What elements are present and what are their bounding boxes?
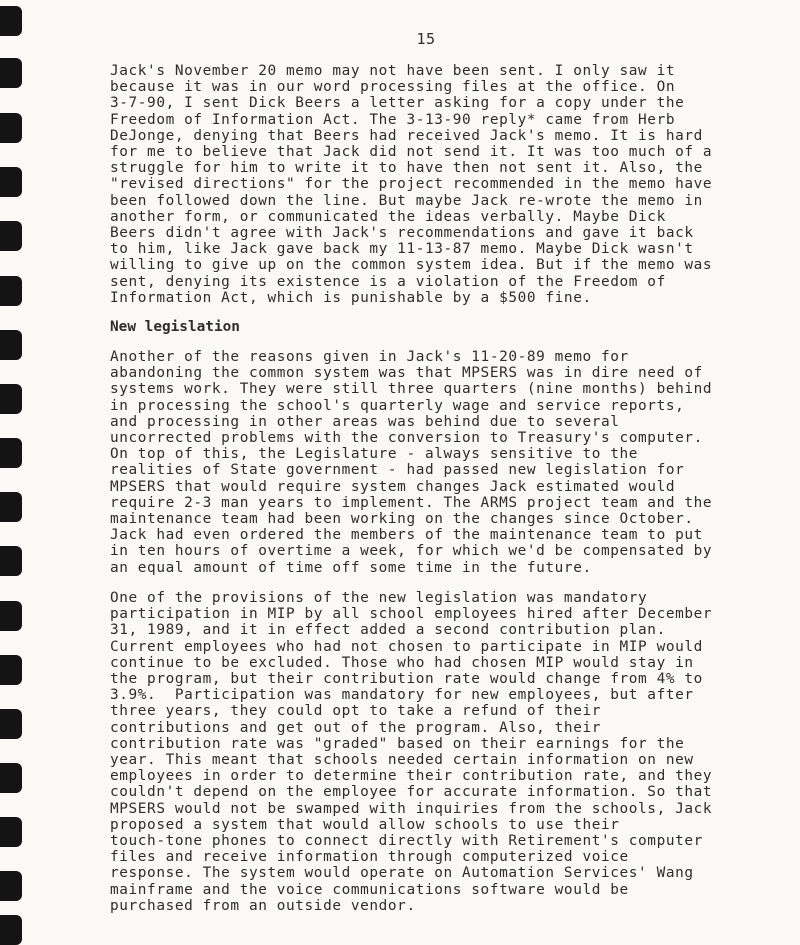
text-line: 3-7-90, I sent Dick Beers a letter asking for a copy under the — [110, 95, 685, 112]
text-line: sent, denying its existence is a violation of the Freedom of — [110, 273, 666, 290]
text-line: because it was in our word processing files at the office. On — [110, 79, 676, 96]
text-line: Current employees who had not chosen to participate in MIP would — [110, 638, 703, 655]
document-body — [110, 63, 740, 914]
text-line: purchased from an outside vendor. — [110, 897, 416, 914]
text-line: three years, they could opt to take a refund of their — [110, 703, 601, 720]
binding-hole — [0, 655, 22, 685]
binding-hole — [0, 330, 22, 360]
text-line: and processing in other areas was behind due to several — [110, 413, 620, 430]
binding-hole — [0, 492, 22, 522]
text-line: Information Act, which is punishable by a $500 fine. — [110, 289, 592, 306]
binding-hole — [0, 817, 22, 847]
paragraph — [110, 349, 740, 576]
text-line: On top of this, the Legislature - always sensitive to the — [110, 446, 639, 463]
text-line: continue to be excluded. Those who had chosen MIP would stay in — [110, 654, 694, 671]
binding-hole — [0, 709, 22, 739]
text-line: couldn't depend on the employee for accurate information. So that — [110, 784, 713, 801]
text-line: Jack's November 20 memo may not have been sent. I only saw it — [110, 63, 676, 79]
text-line: uncorrected problems with the conversion to Treasury's computer. — [110, 430, 703, 447]
binding-hole — [0, 546, 22, 576]
text-line: require 2-3 man years to implement. The ARMS project team and the — [110, 494, 713, 511]
text-line: been followed down the line. But maybe Jack re-wrote the memo in — [110, 192, 703, 209]
text-line: maintenance team had been working on the changes since October. — [110, 511, 694, 528]
text-line: "revised directions" for the project recommended in the memo have — [110, 176, 713, 193]
binding-hole — [0, 763, 22, 793]
text-line: mainframe and the voice communications software would be — [110, 881, 629, 898]
binding-hole — [0, 438, 22, 468]
text-line: realities of State government - had passed new legislation for — [110, 462, 685, 479]
paragraph — [110, 590, 740, 914]
text-line: the program, but their contribution rate would change from 4% to — [110, 670, 703, 687]
text-line: systems work. They were still three quarters (nine months) behind — [110, 381, 713, 398]
binding-hole — [0, 871, 22, 901]
binding-hole — [0, 384, 22, 414]
text-line: contribution rate was "graded" based on their earnings for the — [110, 735, 685, 752]
text-line: response. The system would operate on Automation Services' Wang — [110, 865, 694, 882]
text-line: MPSERS would not be swamped with inquiries from the schools, Jack — [110, 800, 713, 817]
text-line: employees in order to determine their contribution rate, and they — [110, 768, 713, 785]
binding-hole — [0, 601, 22, 631]
binding-hole — [0, 915, 22, 945]
text-line: struggle for him to write it to have then not sent it. Also, the — [110, 160, 703, 177]
page-number: 15 — [416, 30, 436, 48]
text-line: another form, or communicated the ideas verbally. Maybe Dick — [110, 208, 666, 225]
binding-hole — [0, 276, 22, 306]
text-line: Another of the reasons given in Jack's 11-20-89 memo for — [110, 349, 629, 366]
text-line: willing to give up on the common system idea. But if the memo was — [110, 257, 713, 274]
paragraph-gap — [110, 576, 740, 590]
text-line: Freedom of Information Act. The 3-13-90 reply* came from Herb — [110, 111, 676, 128]
binding-hole — [0, 58, 22, 88]
text-line: to him, like Jack gave back my 11-13-87 memo. Maybe Dick wasn't — [110, 241, 694, 258]
text-line: touch-tone phones to connect directly with Retirement's computer — [110, 832, 703, 849]
binding-hole — [0, 167, 22, 197]
binding-hole — [0, 221, 22, 251]
binding-hole — [0, 113, 22, 143]
spiral-binding — [0, 0, 26, 936]
text-line: 3.9%. Participation was mandatory for new employees, but after — [110, 687, 694, 704]
text-line: 31, 1989, and it in effect added a second contribution plan. — [110, 622, 666, 639]
text-line: an equal amount of time off some time in the future. — [110, 559, 592, 576]
text-line: MPSERS that would require system changes Jack estimated would — [110, 478, 676, 495]
binding-hole — [0, 6, 22, 36]
text-line: One of the provisions of the new legislation was mandatory — [110, 589, 648, 606]
text-line: Beers didn't agree with Jack's recommendations and gave it back — [110, 225, 694, 242]
text-line: for me to believe that Jack did not send it. It was too much of a — [110, 144, 713, 161]
text-line: year. This meant that schools needed certain information on new — [110, 751, 694, 768]
text-line: files and receive information through computerized voice — [110, 849, 629, 866]
text-line: in ten hours of overtime a week, for which we'd be compensated by — [110, 543, 713, 560]
text-line: abandoning the common system was that MPSERS was in dire need of — [110, 365, 703, 382]
section-heading: New legislation — [110, 319, 240, 336]
text-line: DeJonge, denying that Beers had received Jack's memo. It is hard — [110, 127, 703, 144]
text-line: proposed a system that would allow schools to use their — [110, 816, 620, 833]
text-line: in processing the school's quarterly wage and service reports, — [110, 397, 685, 414]
text-line: Jack had even ordered the members of the maintenance team to put — [110, 527, 703, 544]
text-line: participation in MIP by all school employees hired after December — [110, 606, 713, 623]
paragraph — [110, 63, 740, 306]
text-line: contributions and get out of the program. Also, their — [110, 719, 601, 736]
